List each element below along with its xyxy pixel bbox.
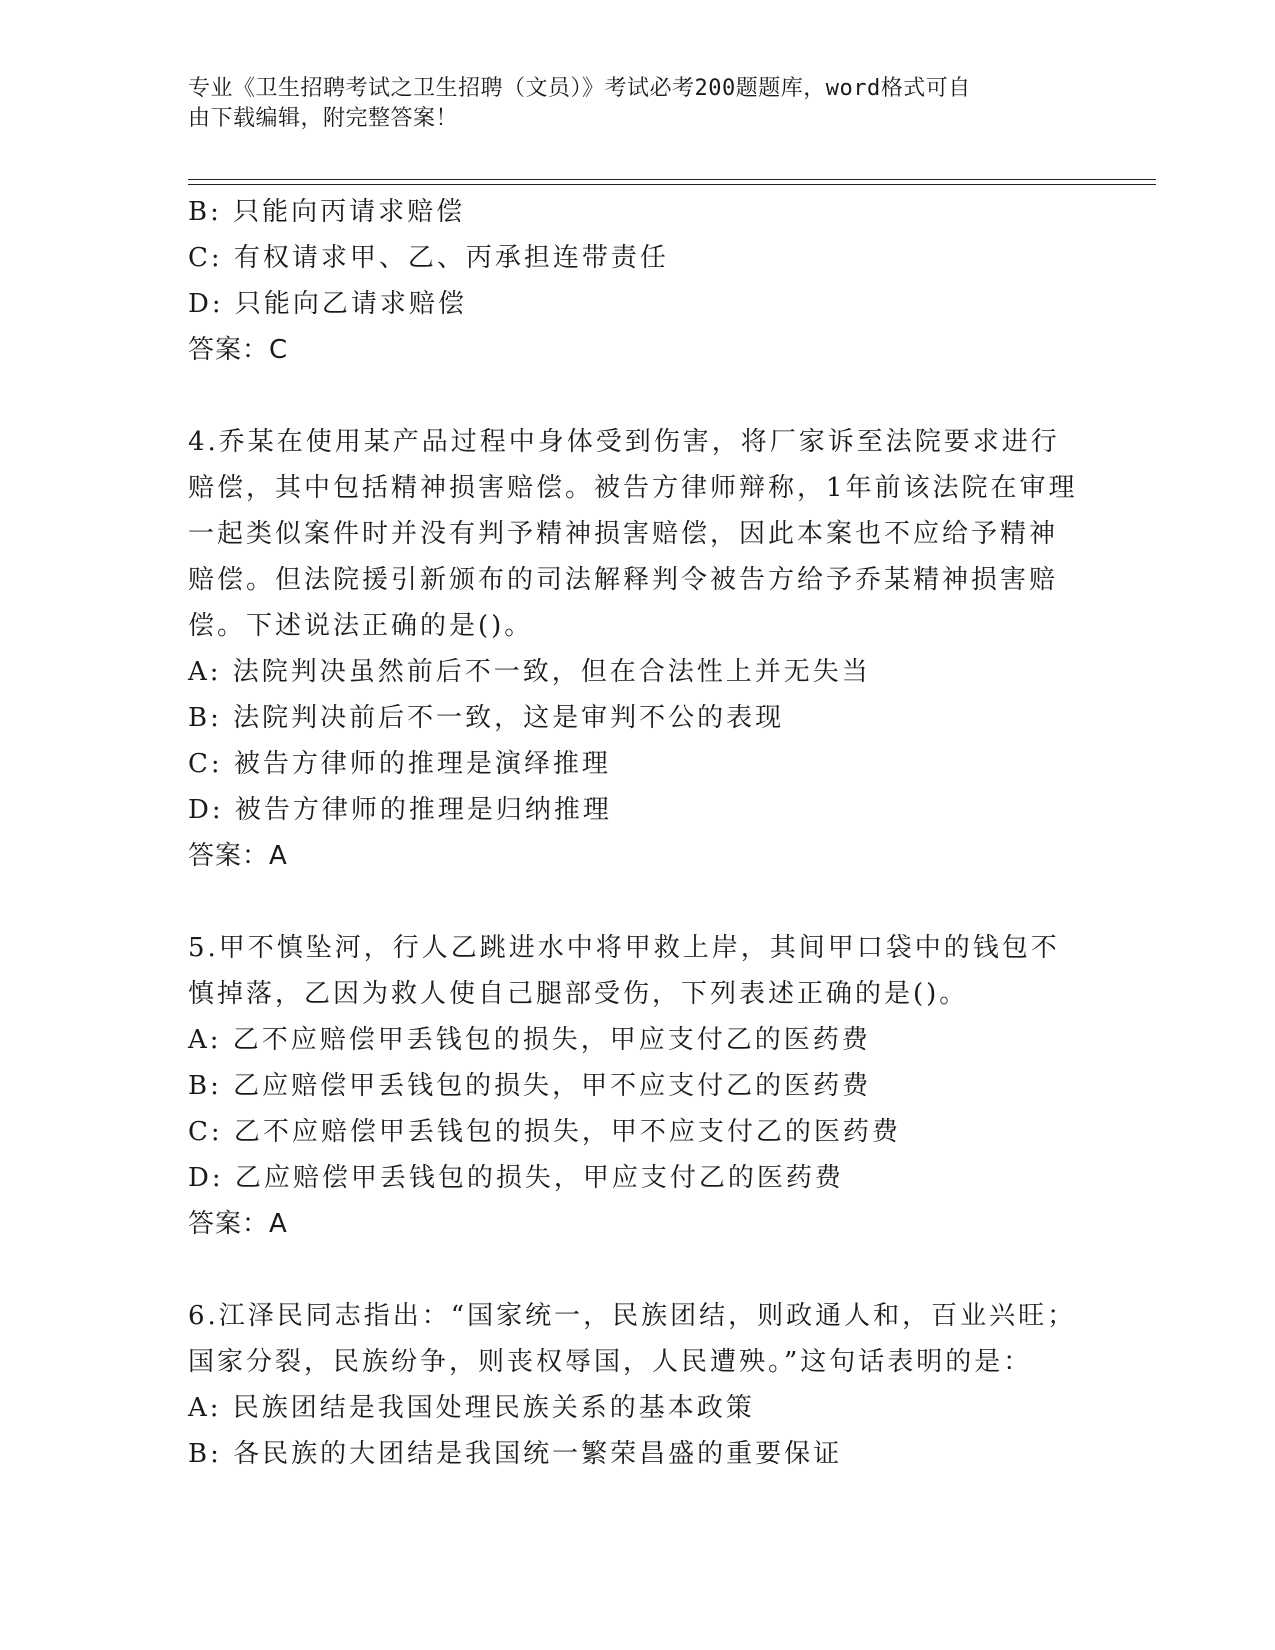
stem-line: 慎掉落，乙因为救人使自己腿部受伤，下列表述正确的是()。 (188, 979, 969, 1009)
option-a: A: 民族团结是我国处理民族关系的基本政策 (188, 1393, 755, 1423)
header-line-1: 专业《卫生招聘考试之卫生招聘（文员）》考试必考200题题库，word格式可自 (188, 76, 971, 101)
option-b: B: 乙应赔偿甲丢钱包的损失，甲不应支付乙的医药费 (188, 1071, 872, 1101)
option-c: C: 被告方律师的推理是演绎推理 (188, 749, 611, 779)
stem-line: 6.江泽民同志指出：“国家统一，民族团结，则政通人和，百业兴旺； (188, 1301, 1077, 1331)
question-list (188, 189, 1088, 1477)
spacer (188, 879, 1088, 925)
option-c: C: 乙不应赔偿甲丢钱包的损失，甲不应支付乙的医药费 (188, 1117, 901, 1147)
stem-line: 赔偿。但法院援引新颁布的司法解释判令被告方给予乔某精神损害赔 (188, 565, 1059, 595)
option-a: A: 乙不应赔偿甲丢钱包的损失，甲应支付乙的医药费 (188, 1025, 871, 1055)
option-d: D: 乙应赔偿甲丢钱包的损失，甲应支付乙的医药费 (188, 1163, 844, 1193)
stem-line: 4.乔某在使用某产品过程中身体受到伤害，将厂家诉至法院要求进行 (188, 427, 1060, 457)
page-header (188, 74, 1068, 134)
option-b: B: 各民族的大团结是我国统一繁荣昌盛的重要保证 (188, 1439, 843, 1469)
answer: 答案：A (188, 1209, 288, 1239)
option-d: D: 被告方律师的推理是归纳推理 (188, 795, 612, 825)
answer: 答案：A (188, 841, 288, 871)
option-b: B: 法院判决前后不一致，这是审判不公的表现 (188, 703, 785, 733)
question-6 (188, 1293, 1088, 1477)
question-4 (188, 419, 1088, 879)
stem-line: 偿。下述说法正确的是()。 (188, 611, 534, 641)
question-stem (188, 1293, 1088, 1385)
question-5 (188, 925, 1088, 1247)
header-rule-bottom (188, 184, 1156, 185)
stem-line: 国家分裂，民族纷争，则丧权辱国，人民遭殃。”这句话表明的是： (188, 1347, 1033, 1377)
option-b: B: 只能向丙请求赔偿 (188, 197, 466, 227)
option-d: D: 只能向乙请求赔偿 (188, 289, 467, 319)
option-c: C: 有权请求甲、乙、丙承担连带责任 (188, 243, 669, 273)
question-stem (188, 419, 1088, 649)
spacer (188, 1247, 1088, 1293)
header-line-2: 由下载编辑，附完整答案！ (188, 106, 459, 131)
option-a: A: 法院判决虽然前后不一致，但在合法性上并无失当 (188, 657, 871, 687)
question-3-continued (188, 189, 1088, 373)
stem-line: 一起类似案件时并没有判予精神损害赔偿，因此本案也不应给予精神 (188, 519, 1059, 549)
answer: 答案：C (188, 335, 289, 365)
stem-line: 5.甲不慎坠河，行人乙跳进水中将甲救上岸，其间甲口袋中的钱包不 (188, 933, 1060, 963)
question-stem (188, 925, 1088, 1017)
spacer (188, 373, 1088, 419)
stem-line: 赔偿，其中包括精神损害赔偿。被告方律师辩称，1年前该法院在审理 (188, 473, 1078, 503)
header-rule-top (188, 179, 1156, 180)
